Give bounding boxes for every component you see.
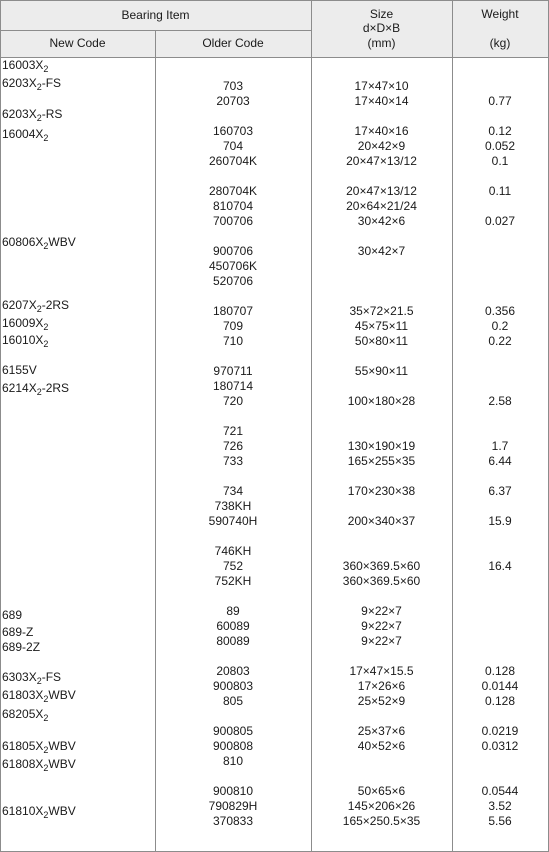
weight-cell: 0.77 <box>488 94 512 108</box>
older-code-cell: 280704K <box>208 184 258 198</box>
size-cell: 45×75×11 <box>354 319 409 333</box>
new-code-cell <box>2 298 69 313</box>
size-cell: 360×369.5×60 <box>342 574 421 588</box>
new-code-subscript: 2 <box>43 713 49 723</box>
weight-cell: 0.22 <box>488 334 512 348</box>
older-code-cell: 900706 <box>212 244 254 258</box>
older-code-cell: 260704K <box>208 154 258 168</box>
older-code-cell: 703 <box>222 79 244 93</box>
column-divider-left <box>0 0 1 852</box>
new-code-suffix: -RS <box>41 107 63 121</box>
new-code-cell <box>2 625 33 640</box>
header-bottom-border <box>0 57 549 58</box>
size-cell: 165×255×35 <box>347 454 416 468</box>
size-cell: 50×80×11 <box>354 334 409 348</box>
header-size: Size <box>369 7 394 21</box>
new-code-suffix: -FS <box>41 670 62 684</box>
size-cell: 170×230×38 <box>347 484 416 498</box>
new-code-cell <box>2 333 48 348</box>
new-code-subscript: 2 <box>43 133 49 143</box>
new-code-cell <box>2 235 76 250</box>
size-cell: 17×47×15.5 <box>349 664 414 678</box>
new-code-cell <box>2 316 48 331</box>
new-code-suffix: -2RS <box>41 381 70 395</box>
weight-cell: 0.12 <box>488 124 512 138</box>
new-code-subscript: 2 <box>43 694 49 704</box>
new-code-base: 16003X <box>2 58 44 72</box>
weight-cell: 0.2 <box>491 319 509 333</box>
header-size-unit: (mm) <box>367 36 396 50</box>
older-code-cell: 60089 <box>216 619 250 633</box>
new-code-base: 61805X <box>2 739 44 753</box>
weight-cell: 0.356 <box>484 304 516 318</box>
size-cell: 100×180×28 <box>347 394 416 408</box>
older-code-cell: 721 <box>222 424 244 438</box>
older-code-cell: 710 <box>222 334 244 348</box>
size-cell: 20×64×21/24 <box>346 199 417 213</box>
older-code-cell: 709 <box>222 319 244 333</box>
new-code-suffix: -FS <box>41 76 62 90</box>
weight-cell: 15.9 <box>488 514 512 528</box>
older-code-cell: 370833 <box>212 814 254 828</box>
older-code-cell: 704 <box>222 139 244 153</box>
new-code-subscript: 2 <box>43 241 49 251</box>
older-code-cell: 738KH <box>214 499 252 513</box>
new-code-base: 689-Z <box>2 625 34 639</box>
new-code-base: 61810X <box>2 804 44 818</box>
new-code-cell <box>2 757 76 772</box>
size-cell: 17×26×6 <box>357 679 406 693</box>
weight-cell: 5.56 <box>488 814 512 828</box>
older-code-cell: 810704 <box>212 199 254 213</box>
older-code-cell: 20703 <box>216 94 250 108</box>
size-cell: 40×52×6 <box>357 739 406 753</box>
older-code-cell: 89 <box>226 604 240 618</box>
new-code-base: 68205X <box>2 707 44 721</box>
header-weight-unit: (kg) <box>489 36 511 50</box>
new-code-suffix: WBV <box>48 235 76 249</box>
weight-cell: 6.37 <box>488 484 512 498</box>
table-top-border <box>0 0 549 1</box>
new-code-cell <box>2 107 62 122</box>
older-code-cell: 810 <box>222 754 244 768</box>
weight-cell: 0.11 <box>488 184 512 198</box>
new-code-suffix: WBV <box>48 757 76 771</box>
weight-cell: 0.027 <box>484 214 516 228</box>
weight-cell: 3.52 <box>488 799 512 813</box>
weight-cell: 0.128 <box>484 694 516 708</box>
older-code-cell: 450706K <box>208 259 258 273</box>
new-code-suffix: WBV <box>48 739 76 753</box>
new-code-base: 16004X <box>2 127 44 141</box>
older-code-cell: 970711 <box>213 364 253 378</box>
older-code-cell: 746KH <box>214 544 252 558</box>
new-code-base: 6155V <box>2 363 37 377</box>
new-code-subscript: 2 <box>43 745 49 755</box>
weight-cell: 0.128 <box>484 664 516 678</box>
size-cell: 30×42×7 <box>357 244 406 258</box>
new-code-base: 6214X <box>2 381 37 395</box>
size-cell: 9×22×7 <box>361 619 402 633</box>
header-bearing-item: Bearing Item <box>121 8 190 22</box>
older-code-cell: 790829H <box>208 799 258 813</box>
new-code-base: 60806X <box>2 235 44 249</box>
size-cell: 9×22×7 <box>361 634 402 648</box>
size-cell: 30×42×6 <box>357 214 406 228</box>
new-code-subscript: 2 <box>43 339 49 349</box>
older-code-cell: 520706 <box>212 274 254 288</box>
weight-cell: 2.58 <box>488 394 512 408</box>
new-code-cell <box>2 363 37 378</box>
new-code-subscript: 2 <box>36 676 42 686</box>
older-code-cell: 752KH <box>214 574 252 588</box>
weight-cell: 16.4 <box>488 559 512 573</box>
weight-cell: 0.0544 <box>481 784 519 798</box>
older-code-cell: 180714 <box>212 379 254 393</box>
header-weight: Weight <box>481 7 519 21</box>
new-code-base: 689 <box>2 608 23 622</box>
new-code-base: 6203X <box>2 76 37 90</box>
new-code-cell <box>2 688 76 703</box>
older-code-cell: 160703 <box>212 124 254 138</box>
header-older-code: Older Code <box>202 36 264 50</box>
new-code-cell <box>2 739 76 754</box>
new-code-subscript: 2 <box>43 64 49 74</box>
older-code-cell: 752 <box>222 559 244 573</box>
new-code-cell <box>2 608 22 623</box>
older-code-cell: 900810 <box>212 784 254 798</box>
new-code-base: 16010X <box>2 333 44 347</box>
new-code-cell <box>2 58 48 73</box>
new-code-cell <box>2 640 40 655</box>
size-cell: 35×72×21.5 <box>349 304 414 318</box>
older-code-cell: 80089 <box>216 634 250 648</box>
size-cell: 17×40×14 <box>354 94 409 108</box>
new-code-subscript: 2 <box>36 304 42 314</box>
size-cell: 17×40×16 <box>354 124 409 138</box>
new-code-subscript: 2 <box>36 113 42 123</box>
size-cell: 20×42×9 <box>357 139 406 153</box>
header-size-formula: d×D×B <box>362 21 401 35</box>
size-cell: 50×65×6 <box>357 784 406 798</box>
older-code-cell: 700706 <box>212 214 254 228</box>
older-code-cell: 734 <box>222 484 244 498</box>
new-code-cell <box>2 707 48 722</box>
older-code-cell: 720 <box>222 394 244 408</box>
new-code-suffix: WBV <box>48 804 76 818</box>
new-code-subscript: 2 <box>36 387 42 397</box>
weight-cell: 0.0312 <box>481 739 519 753</box>
new-code-subscript: 2 <box>43 810 49 820</box>
header-new-code: New Code <box>49 36 106 50</box>
older-code-cell: 590740H <box>208 514 258 528</box>
older-code-cell: 180707 <box>212 304 254 318</box>
new-code-base: 61808X <box>2 757 44 771</box>
size-cell: 360×369.5×60 <box>342 559 421 573</box>
older-code-cell: 20803 <box>216 664 250 678</box>
size-cell: 165×250.5×35 <box>342 814 421 828</box>
size-cell: 17×47×10 <box>354 79 409 93</box>
older-code-cell: 900803 <box>212 679 254 693</box>
new-code-subscript: 2 <box>43 322 49 332</box>
weight-cell: 0.1 <box>491 154 509 168</box>
size-cell: 200×340×37 <box>347 514 416 528</box>
new-code-cell <box>2 76 61 91</box>
new-code-cell <box>2 804 76 819</box>
new-code-suffix: -2RS <box>41 298 70 312</box>
weight-cell: 0.052 <box>484 139 516 153</box>
size-cell: 20×47×13/12 <box>346 154 417 168</box>
weight-cell: 6.44 <box>488 454 512 468</box>
new-code-base: 689-2Z <box>2 640 41 654</box>
size-cell: 130×190×19 <box>347 439 416 453</box>
new-code-subscript: 2 <box>43 763 49 773</box>
weight-cell: 0.0144 <box>481 679 519 693</box>
new-code-base: 6203X <box>2 107 37 121</box>
new-code-cell <box>2 381 69 396</box>
new-code-subscript: 2 <box>36 82 42 92</box>
new-code-base: 61803X <box>2 688 44 702</box>
size-cell: 25×52×9 <box>357 694 406 708</box>
new-code-cell <box>2 670 61 685</box>
new-code-suffix: WBV <box>48 688 76 702</box>
new-code-base: 16009X <box>2 316 44 330</box>
size-cell: 145×206×26 <box>347 799 416 813</box>
size-cell: 55×90×11 <box>354 364 409 378</box>
older-code-cell: 726 <box>222 439 244 453</box>
new-code-base: 6303X <box>2 670 37 684</box>
weight-cell: 1.7 <box>491 439 509 453</box>
size-cell: 20×47×13/12 <box>346 184 417 198</box>
older-code-cell: 805 <box>222 694 244 708</box>
older-code-cell: 900808 <box>212 739 254 753</box>
size-cell: 25×37×6 <box>357 724 406 738</box>
weight-cell: 0.0219 <box>481 724 519 738</box>
new-code-cell <box>2 127 48 142</box>
older-code-cell: 900805 <box>212 724 254 738</box>
size-cell: 9×22×7 <box>361 604 402 618</box>
older-code-cell: 733 <box>222 454 244 468</box>
new-code-base: 6207X <box>2 298 37 312</box>
